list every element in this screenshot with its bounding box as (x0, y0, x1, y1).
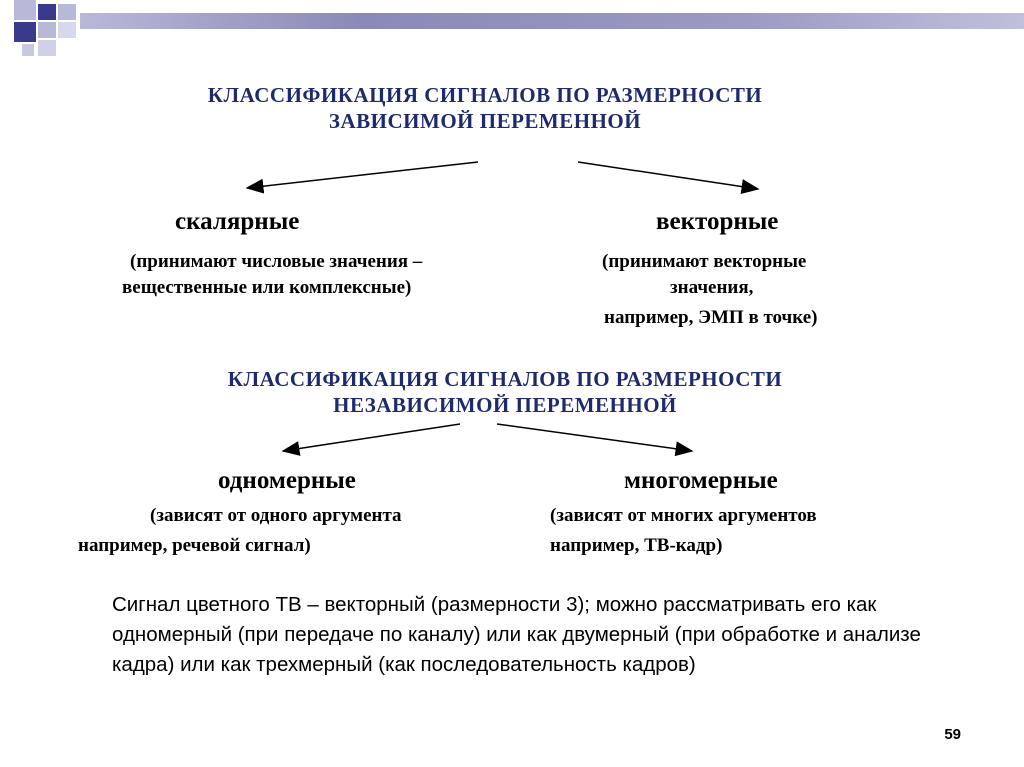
desc-multi-dimensional-line: (зависят от многих аргументов (550, 505, 817, 526)
desc-vector-line: значения, (670, 277, 754, 298)
term-one-dimensional: одномерные (218, 467, 356, 494)
page-number: 59 (944, 726, 961, 743)
desc-multi-dimensional-line: например, ТВ-кадр) (550, 535, 723, 556)
desc-scalar (122, 249, 422, 301)
desc-multi-dimensional (550, 503, 817, 559)
arrow-left-1 (247, 162, 478, 188)
section2-title-line1: КЛАССИФИКАЦИЯ СИГНАЛОВ ПО РАЗМЕРНОСТИ (227, 367, 783, 391)
desc-one-dimensional-line: например, речевой сигнал) (78, 535, 311, 556)
desc-vector-line: (принимают векторные (602, 251, 807, 272)
desc-vector-line: например, ЭМП в точке) (604, 307, 818, 328)
section2-title-line2: НЕЗАВИСИМОЙ ПЕРЕМЕННОЙ (333, 393, 677, 417)
section1-title-line1: КЛАССИФИКАЦИЯ СИГНАЛОВ ПО РАЗМЕРНОСТИ (207, 83, 763, 107)
term-vector: векторные (656, 208, 779, 235)
arrow-right-2 (497, 424, 692, 451)
section2-title (160, 366, 850, 418)
desc-one-dimensional-line: (зависят от одного аргумента (150, 505, 402, 526)
desc-one-dimensional (78, 503, 402, 559)
arrow-right-1 (578, 162, 758, 189)
note-paragraph: Сигнал цветного ТВ – векторный (размерности 3); можно рассматривать его как одномерный (при передаче по каналу) или как двумерный (при обработке и анализе кадра) или как трехмерный (как последовательность кадров) (112, 593, 921, 676)
desc-vector (600, 249, 818, 331)
section1-title-line2: ЗАВИСИМОЙ ПЕРЕМЕННОЙ (328, 109, 642, 133)
desc-scalar-line: (принимают числовые значения – (130, 251, 423, 272)
term-scalar: скалярные (175, 208, 300, 235)
term-multi-dimensional: многомерные (624, 467, 778, 494)
desc-scalar-line: вещественные или комплексные) (122, 277, 412, 298)
arrow-left-2 (283, 424, 460, 451)
